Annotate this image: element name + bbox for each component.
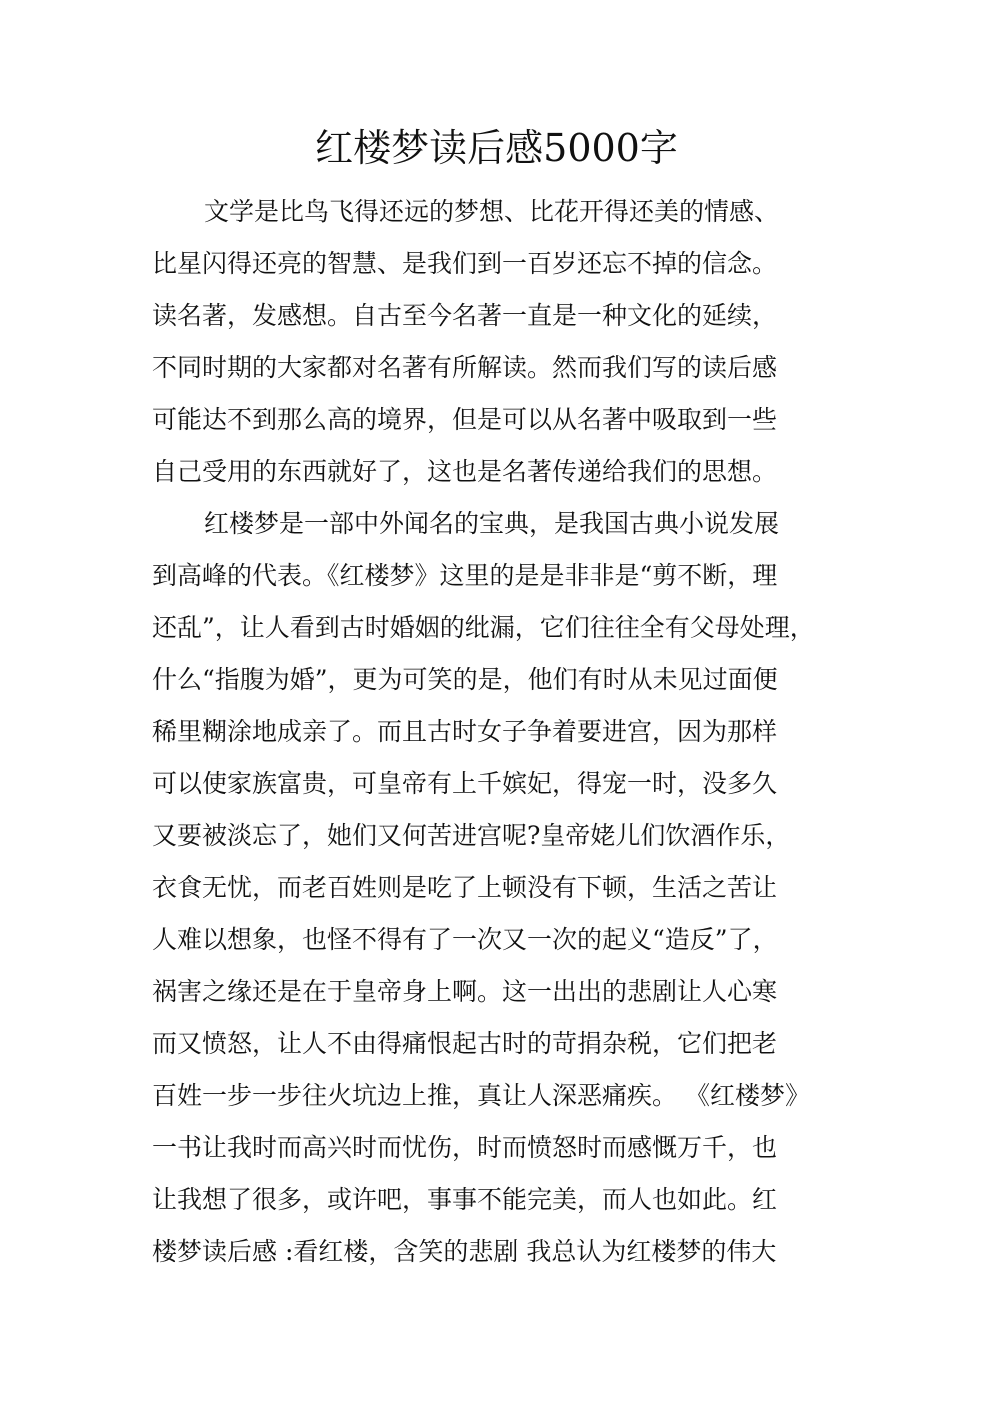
paragraph-line: 比星闪得还亮的智慧、是我们到一百岁还忘不掉的信念。 — [152, 249, 778, 278]
paragraph-line: 衣食无忧，而老百姓则是吃了上顿没有下顿，生活之苦让 — [152, 873, 778, 902]
paragraph-line: 祸害之缘还是在于皇帝身上啊。这一出出的悲剧让人心寒 — [152, 977, 778, 1006]
document-title: 红楼梦读后感5000字 — [315, 126, 678, 170]
paragraph-line: 不同时期的大家都对名著有所解读。然而我们写的读后感 — [152, 353, 778, 382]
paragraph-line: 什么“指腹为婚”，更为可笑的是，他们有时从未见过面便 — [152, 665, 778, 694]
paragraph-line: 还乱”，让人看到古时婚姻的纰漏，它们往往全有父母处理， — [152, 613, 815, 642]
paragraph-line: 自己受用的东西就好了，这也是名著传递给我们的思想。 — [152, 457, 778, 486]
paragraph-line: 而又愤怒，让人不由得痛恨起古时的苛捐杂税，它们把老 — [152, 1029, 778, 1058]
paragraph-line: 百姓一步一步往火坑边上推，真让人深恶痛疾。 《红楼梦》 — [152, 1081, 810, 1110]
paragraph-line: 到高峰的代表。《红楼梦》这里的是是非非是“剪不断，理 — [152, 561, 778, 590]
paragraph-line: 让我想了很多，或许吧，事事不能完美，而人也如此。红 — [152, 1185, 778, 1214]
paragraph-line: 文学是比鸟飞得还远的梦想、比花开得还美的情感、 — [204, 197, 780, 226]
paragraph-line: 红楼梦是一部中外闻名的宝典，是我国古典小说发展 — [204, 509, 780, 538]
paragraph-line: 楼梦读后感 :看红楼，含笑的悲剧 我总认为红楼梦的伟大 — [152, 1237, 777, 1266]
paragraph-line: 一书让我时而高兴时而忧伤，时而愤怒时而感慨万千，也 — [152, 1133, 778, 1162]
document-body — [152, 186, 872, 1278]
paragraph-line: 人难以想象，也怪不得有了一次又一次的起义“造反”了， — [152, 925, 778, 954]
paragraph-line: 读名著，发感想。自古至今名著一直是一种文化的延续， — [152, 301, 778, 330]
paragraph-line: 可能达不到那么高的境界，但是可以从名著中吸取到一些 — [152, 405, 778, 434]
paragraph-line: 稀里糊涂地成亲了。而且古时女子争着要进宫，因为那样 — [152, 717, 778, 746]
paragraph-line: 可以使家族富贵，可皇帝有上千嫔妃，得宠一时，没多久 — [152, 769, 778, 798]
paragraph-line: 又要被淡忘了，她们又何苦进宫呢?皇帝姥儿们饮酒作乐， — [152, 821, 791, 850]
